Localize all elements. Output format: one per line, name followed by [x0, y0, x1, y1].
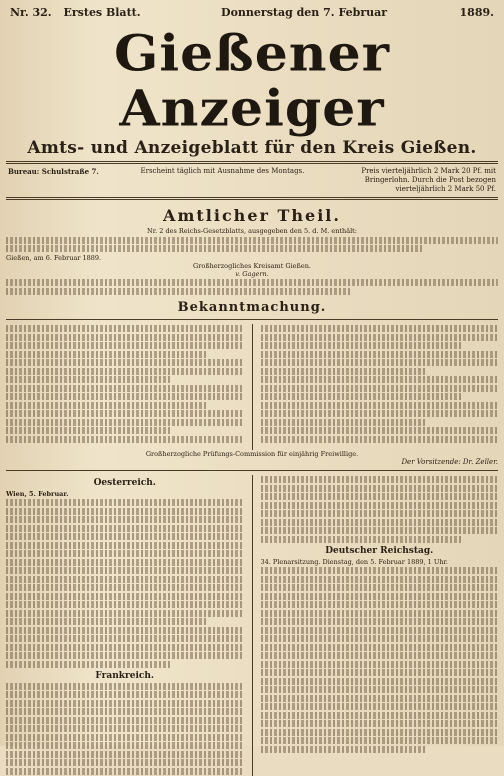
- text-line: [6, 245, 424, 252]
- text-line: [6, 508, 244, 515]
- announcement-heading: Bekanntmachung.: [6, 300, 498, 315]
- text-line: [6, 768, 244, 775]
- text-line: [6, 288, 350, 295]
- text-line: [6, 601, 244, 608]
- text-line: [261, 419, 427, 426]
- text-line: [6, 627, 244, 634]
- text-line: [6, 700, 244, 707]
- divider: [6, 161, 498, 164]
- text-line: [261, 635, 499, 642]
- text-line: [6, 351, 208, 358]
- text-line: [261, 601, 499, 608]
- text-line: [261, 703, 499, 710]
- text-line: [261, 519, 499, 526]
- news-left-column: [6, 475, 244, 776]
- dateline: 34. Plenarsitzung. Dienstag, den 5. Februar 1889, 1 Uhr.: [261, 558, 499, 566]
- text-line: [261, 652, 499, 659]
- masthead-title: Gießener Anzeiger: [6, 27, 498, 137]
- text-line: [261, 720, 499, 727]
- text-line: [261, 644, 499, 651]
- announcement-left: [6, 324, 244, 450]
- text-line: [6, 618, 208, 625]
- news-columns: [6, 475, 498, 776]
- text-line: [6, 279, 498, 286]
- info-row: [6, 167, 498, 194]
- text-line: [6, 376, 172, 383]
- text-line: [261, 576, 499, 583]
- text-line: [6, 652, 244, 659]
- text-line: [6, 708, 244, 715]
- section-heading: Deutscher Reichstag.: [261, 546, 499, 556]
- divider: [6, 470, 498, 471]
- text-line: [261, 510, 499, 517]
- text-line: [261, 618, 499, 625]
- text-line: [6, 759, 244, 766]
- text-line: [261, 661, 499, 668]
- announcement-chairman: Der Vorsitzende: Dr. Zeller.: [6, 458, 498, 466]
- text-line: [6, 368, 244, 375]
- text-line: [261, 376, 499, 383]
- text-line: [261, 485, 499, 492]
- sheet-label: Erstes Blatt.: [63, 6, 140, 19]
- publication-frequency: Erscheint täglich mit Ausnahme des Montags.: [140, 167, 304, 194]
- text-line: [6, 559, 244, 566]
- text-line: [6, 567, 244, 574]
- text-line: [261, 393, 463, 400]
- text-line: [261, 402, 499, 409]
- text-line: [6, 635, 244, 642]
- text-line: [261, 729, 499, 736]
- text-line: [6, 725, 244, 732]
- masthead-subtitle: Amts- und Anzeigeblatt für den Kreis Gießen.: [6, 138, 498, 158]
- text-line: [261, 686, 499, 693]
- text-line: [6, 550, 244, 557]
- text-line: [6, 516, 244, 523]
- text-line: [261, 351, 499, 358]
- announcement-authority: Großherzogliche Prüfungs-Commission für einjährig Freiwillige.: [6, 450, 498, 458]
- text-line: [261, 342, 463, 349]
- text-line: [261, 325, 499, 332]
- issue-bar: [6, 6, 498, 22]
- text-line: [261, 746, 427, 753]
- issue-date: Donnerstag den 7. Februar: [221, 6, 387, 19]
- text-line: [6, 734, 244, 741]
- text-line: [261, 368, 427, 375]
- text-line: [261, 695, 499, 702]
- text-line: [6, 499, 244, 506]
- divider: [6, 197, 498, 200]
- section-heading: Oesterreich.: [6, 478, 244, 488]
- text-line: [6, 237, 498, 244]
- text-line: [6, 717, 244, 724]
- text-line: [261, 502, 499, 509]
- text-line: [261, 410, 499, 417]
- text-line: [6, 542, 244, 549]
- text-line: [261, 712, 499, 719]
- divider: [6, 319, 498, 320]
- text-line: [6, 359, 244, 366]
- text-line: [6, 419, 244, 426]
- text-line: [6, 576, 244, 583]
- notice-authority: Großherzogliches Kreisamt Gießen.: [6, 262, 498, 270]
- text-line: [6, 410, 244, 417]
- text-line: [261, 610, 499, 617]
- text-line: [261, 476, 499, 483]
- subscription-price: Preis vierteljährlich 2 Mark 20 Pf. mit Bringerlohn. Durch die Post bezogen vierteljährlich 2 Mark 50 Pf.: [346, 167, 496, 194]
- text-line: [6, 402, 208, 409]
- text-line: [6, 610, 244, 617]
- text-line: [261, 493, 499, 500]
- official-intro: Nr. 2 des Reichs-Gesetzblatts, ausgegeben den 5. d. M. enthält:: [6, 227, 498, 235]
- text-line: [261, 627, 499, 634]
- notice-signer: v. Gagern.: [6, 270, 498, 278]
- text-line: [6, 683, 244, 690]
- text-line: [261, 567, 499, 574]
- announcement-columns: [6, 324, 498, 450]
- text-line: [261, 359, 499, 366]
- text-line: [261, 427, 499, 434]
- text-line: [6, 691, 244, 698]
- text-line: [6, 325, 244, 332]
- text-line: [261, 385, 499, 392]
- text-line: [261, 527, 499, 534]
- text-line: [6, 427, 172, 434]
- text-line: [6, 334, 244, 341]
- text-line: [6, 584, 244, 591]
- text-line: [6, 533, 244, 540]
- text-line: [6, 385, 244, 392]
- office-address: Bureau: Schulstraße 7.: [8, 167, 99, 194]
- text-line: [6, 436, 244, 443]
- text-line: [6, 661, 172, 668]
- notice-date: Gießen, am 6. Februar 1889.: [6, 254, 498, 262]
- text-line: [261, 678, 499, 685]
- dateline: Wien, 5. Februar.: [6, 490, 244, 498]
- text-line: [261, 334, 499, 341]
- text-line: [6, 342, 244, 349]
- text-line: [6, 525, 244, 532]
- text-line: [261, 584, 499, 591]
- text-line: [261, 436, 499, 443]
- text-line: [261, 593, 499, 600]
- text-line: [261, 536, 463, 543]
- announcement-right: [261, 324, 499, 450]
- text-line: [6, 751, 244, 758]
- text-line: [6, 593, 244, 600]
- text-line: [261, 737, 499, 744]
- section-heading: Frankreich.: [6, 671, 244, 681]
- text-line: [6, 644, 244, 651]
- issue-year: 1889.: [460, 6, 494, 19]
- text-line: [261, 669, 499, 676]
- issue-number: Nr. 32.: [10, 6, 52, 19]
- text-line: [6, 393, 244, 400]
- official-section-heading: Amtlicher Theil.: [6, 206, 498, 225]
- news-right-column: [261, 475, 499, 776]
